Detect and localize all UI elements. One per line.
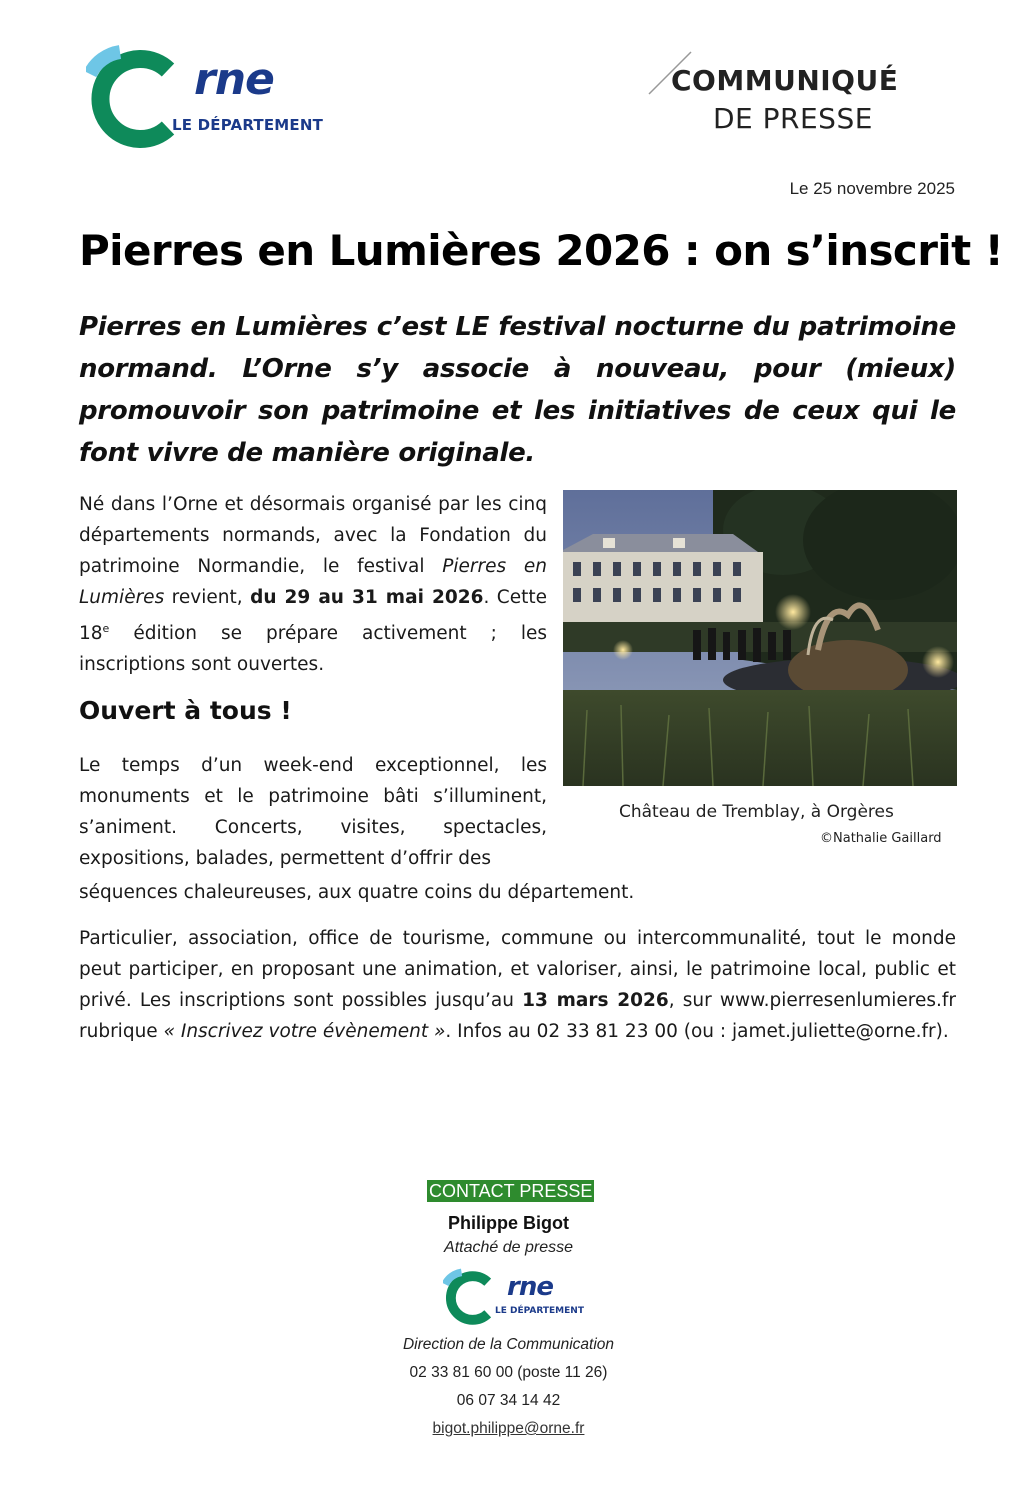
logo-subtitle: LE DÉPARTEMENT	[172, 116, 324, 134]
orne-o-icon	[86, 44, 196, 154]
lead-paragraph: Pierres en Lumières c’est LE festival nocturne du patrimoine normand. L’Orne s’y associe à nouveau, pour (mieux) promouvoir son patrimoine et les initiatives de ceux qui le font vivre de manière originale.	[79, 312, 956, 468]
paragraph-2: Le temps d’un week-end exceptionnel, les monuments et le patrimoine bâti s’illuminent, s’animent. Concerts, visites, spectacles, expositions, balades, permettent d’offrir des	[79, 755, 547, 869]
contact-role: Attaché de presse	[444, 1239, 573, 1256]
phone-mobile: 06 07 34 14 42	[456, 1392, 561, 1409]
contact-name: Philippe Bigot	[448, 1213, 569, 1233]
chateau-photo	[563, 490, 957, 786]
logo-small-word: rne	[507, 1272, 553, 1302]
chateau-illustration	[563, 490, 957, 786]
photo-credit: ©Nathalie Gaillard	[820, 831, 942, 846]
paragraph-1: Né dans l’Orne et désormais organisé par les cinq départements normands, avec la Fondation du patrimoine Normandie, le festival Pierres en Lumières revient, du 29 au 31 mai 2026. Cette 18e édition se prépare activement ; les inscriptions sont ouvertes.	[79, 494, 547, 676]
orne-logo	[86, 44, 346, 154]
communique-line1: COMMUNIQUÉ	[671, 64, 899, 97]
photo-caption: Château de Tremblay, à Orgères	[619, 802, 894, 822]
communique-line2: DE PRESSE	[713, 102, 873, 135]
phone-office: 02 33 81 60 00 (poste 11 26)	[409, 1364, 608, 1381]
contact-heading: CONTACT PRESSE	[429, 1181, 593, 1201]
paragraph-2-end: séquences chaleureuses, aux quatre coins du département.	[79, 882, 635, 903]
communique-de-presse	[645, 50, 899, 145]
press-date: Le 25 novembre 2025	[789, 179, 955, 198]
email-link[interactable]: bigot.philippe@orne.fr	[432, 1420, 585, 1437]
orne-o-small-icon	[443, 1268, 503, 1328]
logo-word: rne	[194, 54, 274, 105]
page-title: Pierres en Lumières 2026 : on s’inscrit !	[79, 226, 1004, 275]
logo-small-subtitle: LE DÉPARTEMENT	[495, 1306, 584, 1316]
paragraph-3: Particulier, association, office de tourisme, commune ou intercommunalité, tout le monde peut participer, en proposant une animation, et valoriser, ainsi, le patrimoine local, public et privé. Les inscriptions sont possibles jusqu’au 13 mars 2026, sur www.pierresenlumieres.fr rubrique « Inscrivez votre évènement ». Infos au 02 33 81 23 00 (ou : jamet.juliette@orne.fr).	[79, 928, 956, 1042]
orne-logo-small	[443, 1268, 603, 1328]
direction-communication: Direction de la Communication	[402, 1336, 615, 1353]
section-heading: Ouvert à tous !	[79, 696, 292, 725]
contact-email	[0, 1420, 1017, 1438]
